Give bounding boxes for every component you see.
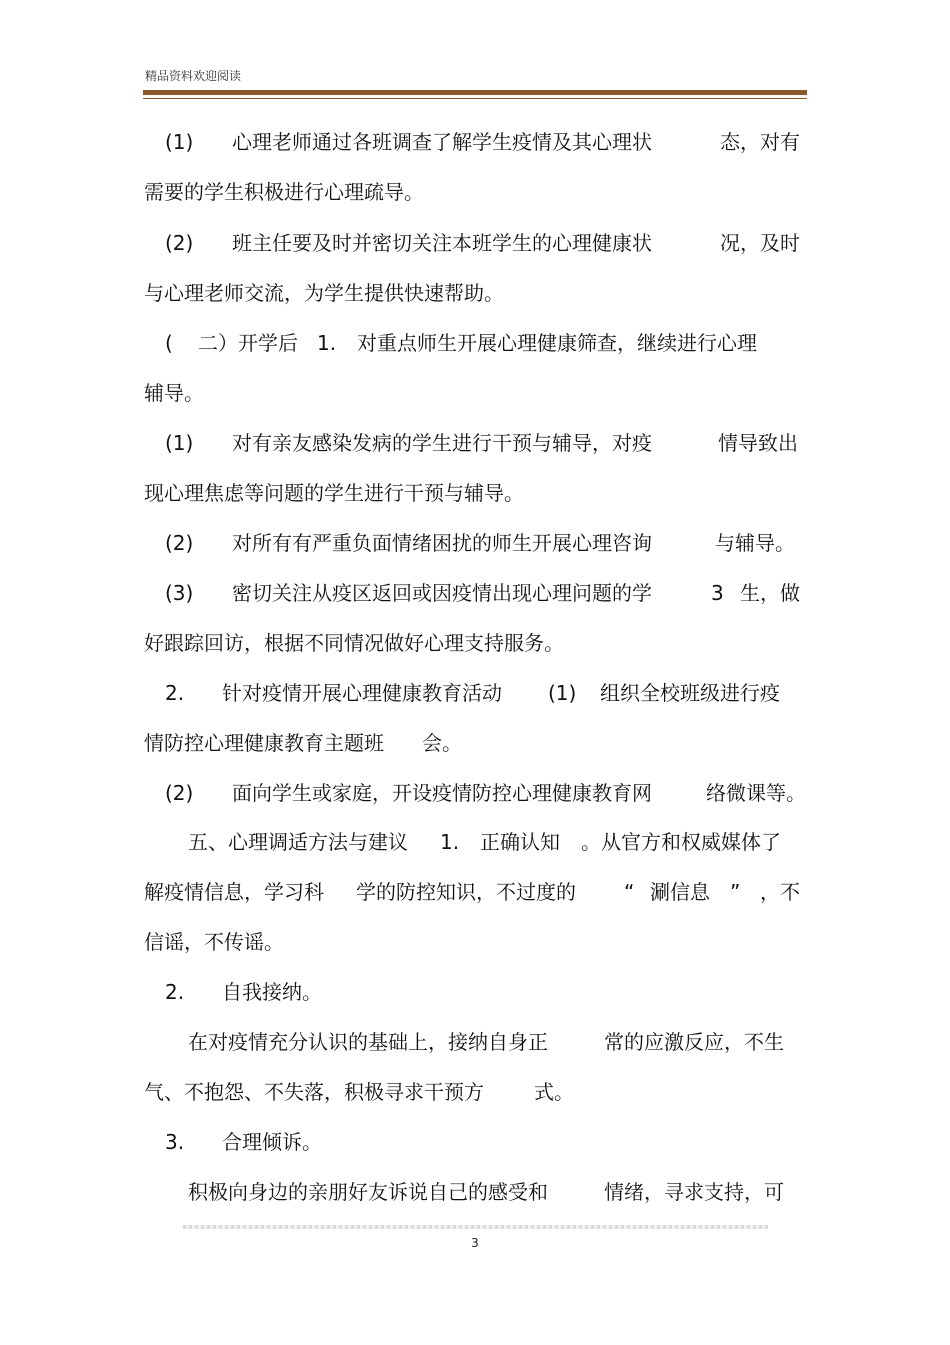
line-segment: 积极向身边的亲朋好友诉说自己的感受和 [188,1180,548,1204]
line-segment: 况，及时 [720,231,800,255]
line-segment: 对有亲友感染发病的学生进行干预与辅导，对疫 [232,431,652,455]
line-segment: 情导致出 [718,431,798,455]
line-segment: ，不 [760,880,800,904]
line-segment: 好跟踪回访，根据不同情况做好心理支持服务。 [144,631,564,655]
line-segment: 气、不抱怨、不失落，积极寻求干预方 [144,1080,484,1104]
line-segment: 生，做 [740,581,800,605]
text-line-22 [0,1180,784,1276]
line-segment: 涮信息 [650,880,710,904]
line-segment: 态，对有 [720,130,800,154]
line-segment: ” [730,880,741,904]
line-segment: “ [624,880,635,904]
line-segment: 3. [165,1130,185,1154]
line-segment: 班主任要及时并密切关注本班学生的心理健康状 [232,231,652,255]
line-segment: 辅导。 [144,381,204,405]
line-segment: 2. [165,980,185,1004]
line-segment: ( [165,331,173,355]
line-segment: 心理老师通过各班调查了解学生疫情及其心理状 [232,130,652,154]
line-segment: 对所有有严重负面情绪困扰的师生开展心理咨询 [232,531,652,555]
line-segment: 正确认知 [480,830,560,854]
line-segment: 需要的学生积极进行心理疏导。 [144,180,424,204]
line-segment: 二）开学后 [198,331,298,355]
line-segment: (2) [165,781,194,805]
line-segment: 1. [440,830,460,854]
line-segment: 会。 [422,731,462,755]
line-segment: (1) [548,681,577,705]
footer-rule [183,1225,768,1229]
line-segment: 情防控心理健康教育主题班 [144,731,384,755]
line-segment: (1) [165,431,194,455]
line-segment: 式。 [534,1080,574,1104]
line-segment: 组织全校班级进行疫 [600,681,780,705]
line-segment: 与辅导。 [715,531,795,555]
header-rule-thick [143,90,807,95]
page-header-title: 精品资料欢迎阅读 [145,69,242,83]
line-segment: (3) [165,581,194,605]
header-rule-thin [143,98,807,99]
line-segment: 与心理老师交流，为学生提供快速帮助。 [144,281,504,305]
line-segment: 解疫情信息，学习科 [144,880,324,904]
line-segment: 合理倾诉。 [222,1130,322,1154]
page-number: 3 [471,1236,479,1250]
line-segment: 3 [711,581,724,605]
line-segment: 。从官方和权威媒体了 [581,830,781,854]
line-segment: 信谣，不传谣。 [144,930,284,954]
line-segment: 针对疫情开展心理健康教育活动 [222,681,502,705]
line-segment: (1) [165,130,194,154]
line-segment: 络微课等。 [706,781,806,805]
line-segment: 面向学生或家庭，开设疫情防控心理健康教育网 [232,781,652,805]
line-segment: 自我接纳。 [222,980,322,1004]
line-segment: 对重点师生开展心理健康筛查，继续进行心理 [357,331,757,355]
line-segment: (2) [165,231,194,255]
line-segment: 1. [317,331,337,355]
line-segment: 现心理焦虑等问题的学生进行干预与辅导。 [144,481,524,505]
line-segment: 在对疫情充分认识的基础上，接纳自身正 [188,1030,548,1054]
line-segment: 常的应激反应，不生 [604,1030,784,1054]
line-segment: 学的防控知识，不过度的 [356,880,576,904]
line-segment: 情绪，寻求支持，可 [604,1180,784,1204]
line-segment: 五、心理调适方法与建议 [188,830,408,854]
line-segment: 密切关注从疫区返回或因疫情出现心理问题的学 [232,581,652,605]
line-segment: (2) [165,531,194,555]
line-segment: 2. [165,681,185,705]
